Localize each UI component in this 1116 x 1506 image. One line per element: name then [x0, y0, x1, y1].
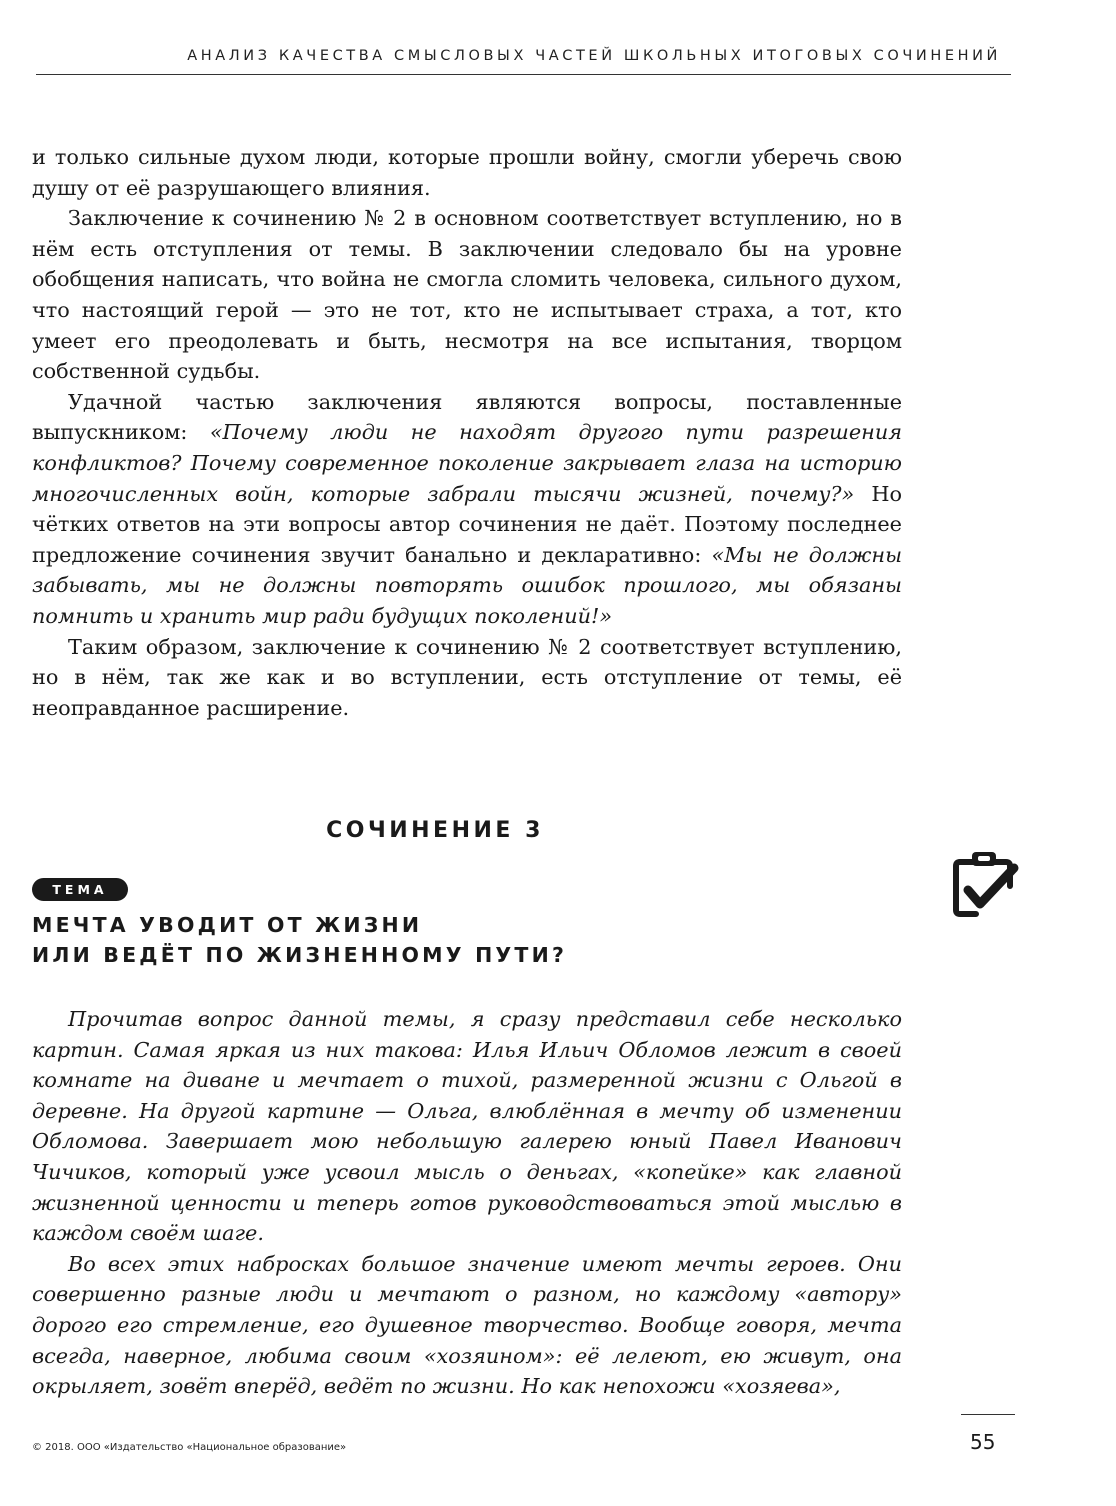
footer-copyright: © 2018. ООО «Издательство «Национальное образование» [32, 1442, 347, 1453]
topic-line: ИЛИ ВЕДЁТ ПО ЖИЗНЕННОМУ ПУТИ? [32, 943, 568, 967]
tema-badge: ТЕМА [32, 878, 128, 901]
footer-divider [961, 1414, 1015, 1415]
paragraph: Таким образом, заключение к сочинению № 2 соответствует вступлению, но в нём, так же как и во вступлении, есть отступление от темы, её неоправданное расширение. [32, 634, 902, 720]
page-number: 55 [970, 1430, 996, 1454]
text-run: Но чётких ответов на эти вопросы автор сочинения не даёт. Поэтому последнее предложение сочинения звучит банально и декларативно: [32, 481, 902, 567]
quoted-conclusion: «Мы не должны забывать, мы не должны повторять ошибок прошлого, мы обязаны помнить и хранить мир ради будущих поколений!» [32, 542, 903, 628]
essay-text [32, 1004, 902, 1402]
essay-paragraph: Прочитав вопрос данной темы, я сразу представил себе несколько картин. Самая яркая из них такова: Илья Ильич Обломов лежит в своей комнате на диване и мечтает о тихой, размеренной жизни с Ольгой в деревне. На другой картине — Ольга, влюблённая в мечту об изменении Обломова. Завершает мою небольшую галерею юный Павел Иванович Чичиков, который уже усвоил мысль о деньгах, «копейке» как главной жизненной ценности и теперь готов руководствоваться этой мыслью в каждом своём шаге. [32, 1007, 902, 1246]
paragraph: и только сильные духом люди, которые прошли войну, смогли уберечь свою душу от её разрушающего влияния. [32, 145, 902, 200]
essay-paragraph: Во всех этих набросках большое значение имеют мечты героев. Они совершенно разные люди и мечтают о разном, но каждому «автору» дорого его стремление, его душевное творчество. Вообще говоря, мечта всегда, наверное, любима своим «хозяином»: её лелеют, ею живут, она окрыляет, зовёт вперёд, ведёт по жизни. Но как непохожи «хозяева», [32, 1251, 902, 1399]
essay-topic [32, 910, 567, 970]
text-run: Удачной частью заключения являются вопросы, поставленные выпускником: [32, 389, 902, 445]
running-header [36, 46, 1011, 75]
quoted-questions: «Почему люди не находят другого пути разрешения конфликтов? Почему современное поколение закрывает глаза на историю многочисленных войн, которые забрали тысячи жизней, почему?» [32, 420, 902, 506]
running-header-title: АНАЛИЗ КАЧЕСТВА СМЫСЛОВЫХ ЧАСТЕЙ ШКОЛЬНЫХ ИТОГОВЫХ СОЧИНЕНИЙ [187, 48, 1001, 64]
paragraph: Заключение к сочинению № 2 в основном соответствует вступлению, но в нём есть отступления от темы. В заключении следовало бы на уровне обобщения написать, что война не смогла сломить человека, сильного духом, что настоящий герой — это не тот, кто не испытывает страха, а тот, кто умеет его преодолевать и быть, несмотря на все испытания, творцом собственной судьбы. [32, 206, 902, 384]
paragraph-with-quotes [32, 387, 902, 632]
essay-title: СОЧИНЕНИЕ 3 [326, 818, 544, 843]
clipboard-check-icon [946, 846, 1022, 922]
analysis-text [32, 142, 902, 723]
topic-line: МЕЧТА УВОДИТ ОТ ЖИЗНИ [32, 913, 423, 937]
